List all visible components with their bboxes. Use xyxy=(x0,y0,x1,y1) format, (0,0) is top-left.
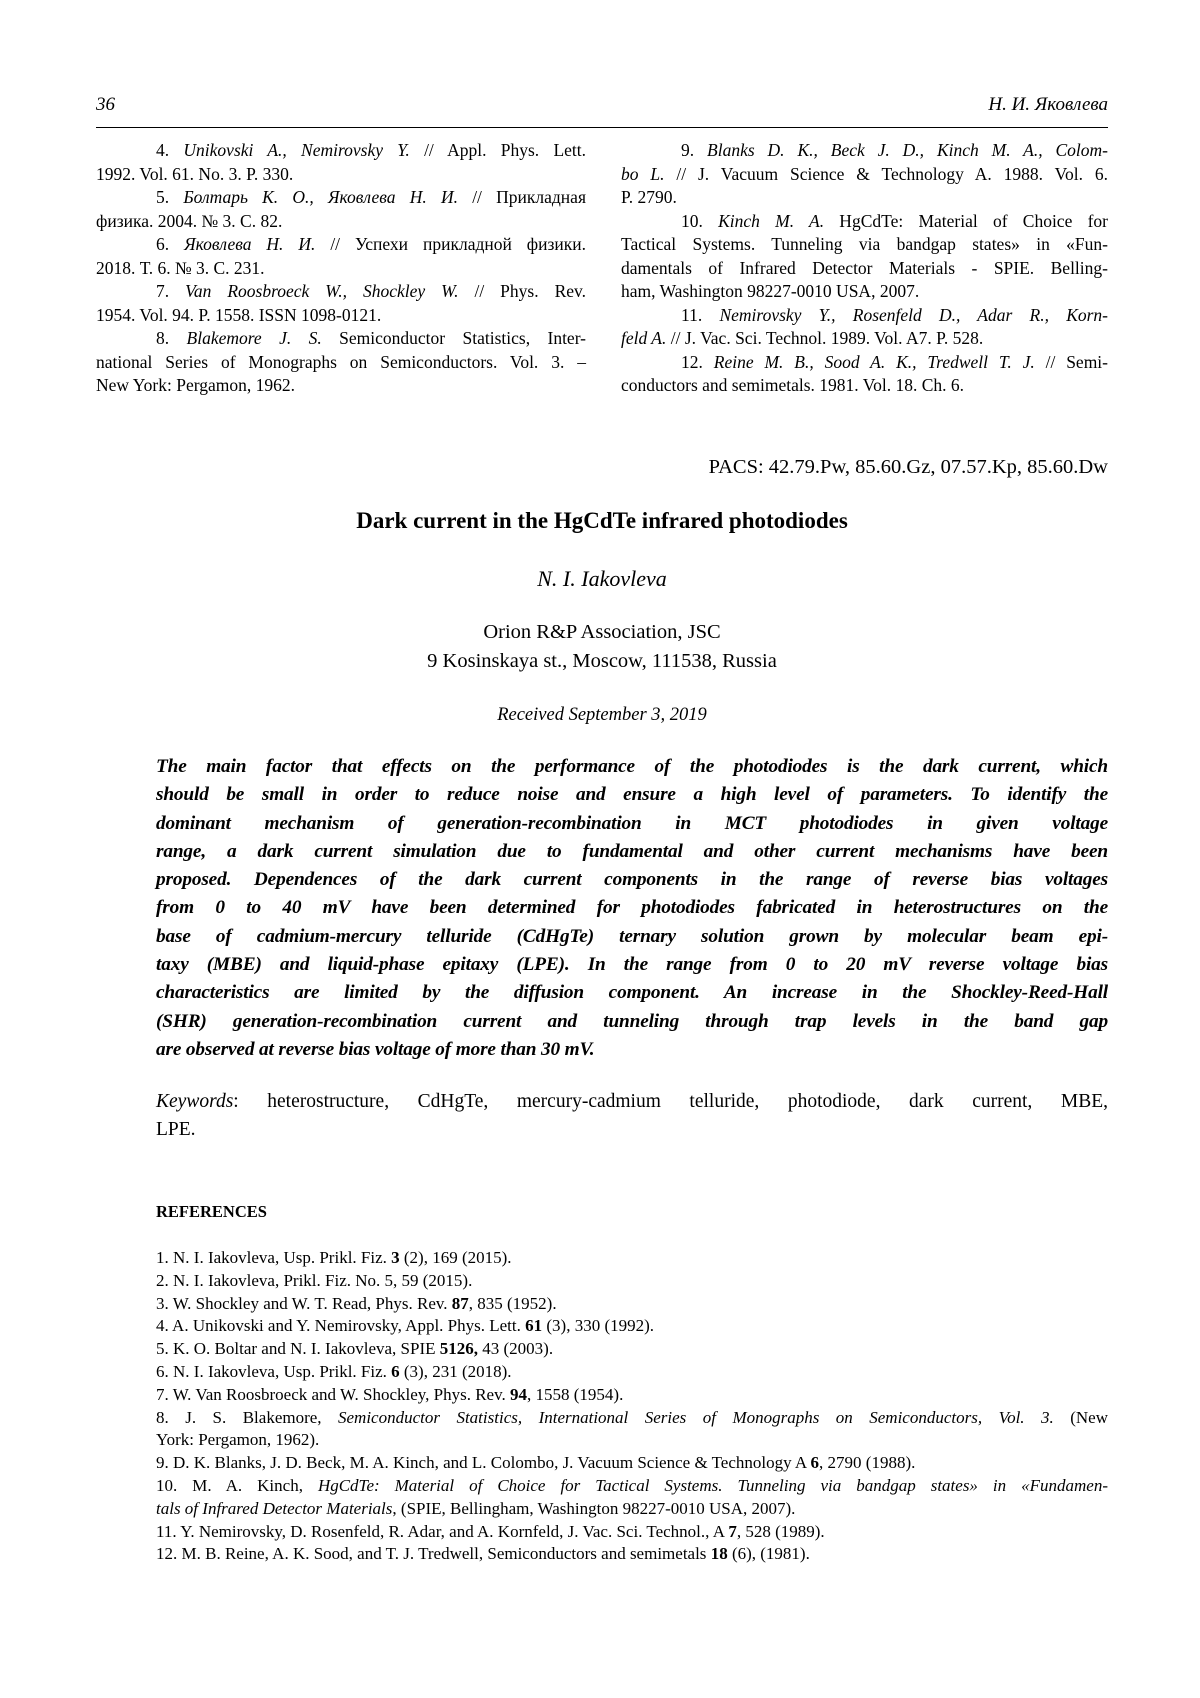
reference-text: 10. xyxy=(681,210,719,231)
reference-line xyxy=(156,1315,1108,1338)
reference-text: P. 2790. xyxy=(621,187,677,207)
previous-references-left-column xyxy=(96,139,586,398)
reference-line xyxy=(621,351,1108,375)
reference-line xyxy=(156,1543,1108,1566)
reference-text: , 528 (1989). xyxy=(736,1521,825,1541)
reference-item xyxy=(156,1270,1108,1293)
reference-text: 5. xyxy=(156,187,184,207)
reference-text: 1954. Vol. 94. P. 1558. ISSN 1098-0121. xyxy=(96,304,382,325)
reference-text: 9. D. K. Blanks, J. D. Beck, M. A. Kinch, and L. Colombo, J. Vacuum Science & Technology A xyxy=(156,1453,811,1473)
reference-authors-or-title: Яковлева Н. И. xyxy=(184,234,316,254)
reference-line xyxy=(621,304,1108,328)
abstract-line: taxy (MBE) and liquid-phase epitaxy (LPE). In the range from 0 to 20 mV reverse voltage bias xyxy=(156,954,1108,976)
reference-item xyxy=(156,1247,1108,1270)
abstract-line: should be small in order to reduce noise and ensure a high level of parameters. To identify the xyxy=(156,784,1108,806)
page-number: 36 xyxy=(96,94,115,115)
reference-volume: 6 xyxy=(810,1453,820,1473)
previous-references-right-column xyxy=(621,139,1108,398)
reference-line xyxy=(96,374,586,398)
reference-line xyxy=(621,139,1108,163)
keywords-label: Keywords xyxy=(156,1091,234,1112)
reference-line xyxy=(621,163,1108,187)
reference-authors-or-title: Van Roosbroeck W., Shockley W. xyxy=(185,281,459,301)
abstract-line: dominant mechanism of generation-recombination in MCT photodiodes in given voltage xyxy=(156,812,1108,834)
reference-item xyxy=(96,233,586,280)
keywords-text: : heterostructure, CdHgTe, mercury-cadmium telluride, photodiode, dark current, MBE, xyxy=(233,1091,1108,1112)
reference-text: 1992. Vol. 61. No. 3. P. 330. xyxy=(96,163,294,184)
reference-item xyxy=(156,1543,1108,1566)
reference-text: 8. xyxy=(156,328,187,348)
reference-item xyxy=(156,1315,1108,1338)
reference-line xyxy=(156,1361,1108,1384)
reference-line xyxy=(156,1407,1108,1430)
abstract-line: The main factor that effects on the performance of the photodiodes is the dark current, which xyxy=(156,756,1108,777)
references-list xyxy=(156,1247,1108,1566)
reference-text: HgCdTe: Material of Choice for xyxy=(824,210,1108,231)
running-header-author: Н. И. Яковлева xyxy=(988,94,1108,115)
reference-text: 12. M. B. Reine, A. K. Sood, and T. J. Tredwell, Semiconductors and semimetals xyxy=(156,1544,711,1564)
reference-text: 3. W. Shockley and W. T. Read, Phys. Rev. xyxy=(156,1293,452,1313)
abstract-line: from 0 to 40 mV have been determined for photodiodes fabricated in heterostructures on the xyxy=(156,897,1108,919)
reference-text: (3), 231 (2018). xyxy=(399,1361,512,1381)
reference-line xyxy=(156,1384,1108,1407)
abstract-line: range, a dark current simulation due to fundamental and other current mechanisms have been xyxy=(156,840,1108,862)
reference-line xyxy=(156,1429,1108,1452)
keywords-line xyxy=(156,1116,1108,1144)
reference-text: (6), (1981). xyxy=(727,1544,810,1564)
reference-item xyxy=(156,1293,1108,1316)
reference-line xyxy=(96,233,586,257)
reference-item xyxy=(156,1338,1108,1361)
reference-text: , 1558 (1954). xyxy=(527,1384,624,1404)
keywords xyxy=(156,1088,1108,1144)
reference-text: 2. N. I. Iakovleva, Prikl. Fiz. No. 5, 59 (2015). xyxy=(156,1270,473,1290)
reference-item xyxy=(156,1361,1108,1384)
reference-item xyxy=(156,1452,1108,1475)
reference-text: 5. K. O. Boltar and N. I. Iakovleva, SPIE xyxy=(156,1339,440,1359)
reference-item xyxy=(621,304,1108,351)
reference-text: conductors and semimetals. 1981. Vol. 18. Ch. 6. xyxy=(621,375,965,395)
reference-volume: 5126, xyxy=(439,1339,479,1359)
reference-item xyxy=(156,1384,1108,1407)
reference-volume: 7 xyxy=(728,1521,737,1541)
reference-item xyxy=(621,139,1108,210)
reference-authors-or-title: Nemirovsky Y., Rosenfeld D., Adar R., Korn- xyxy=(719,304,1109,325)
reference-item xyxy=(96,280,586,327)
reference-line xyxy=(96,327,586,351)
reference-text: , 835 (1952). xyxy=(468,1293,557,1313)
reference-item xyxy=(621,351,1108,398)
reference-authors-or-title: Blanks D. K., Beck J. D., Kinch M. A., Colom- xyxy=(707,140,1108,160)
abstract-line: are observed at reverse bias voltage of more than 30 mV. xyxy=(156,1038,595,1060)
references-heading: REFERENCES xyxy=(156,1202,267,1221)
affiliation-organization: Orion R&P Association, JSC xyxy=(483,621,721,643)
reference-line xyxy=(621,374,1108,398)
reference-line xyxy=(621,280,1108,304)
reference-text: 11. Y. Nemirovsky, D. Rosenfeld, R. Adar, and A. Kornfeld, J. Vac. Sci. Technol., A xyxy=(156,1521,729,1541)
reference-text: 43 (2003). xyxy=(478,1339,554,1359)
reference-authors-or-title: tals of Infrared Detector Materials xyxy=(156,1498,393,1518)
reference-volume: 94 xyxy=(510,1384,528,1404)
reference-text: Semiconductor Statistics, Inter- xyxy=(321,328,587,348)
reference-item xyxy=(156,1521,1108,1544)
reference-line xyxy=(96,351,586,375)
reference-text: // J. Vac. Sci. Technol. 1989. Vol. A7. P. 528. xyxy=(666,328,984,348)
reference-line xyxy=(156,1475,1108,1498)
reference-text: 9. xyxy=(681,140,708,160)
reference-text: 10. M. A. Kinch, xyxy=(156,1475,318,1495)
reference-line xyxy=(156,1293,1108,1316)
header-rule xyxy=(96,127,1108,128)
reference-text: (New xyxy=(1053,1407,1108,1427)
reference-text: , 2790 (1988). xyxy=(819,1453,916,1473)
reference-text: 6. xyxy=(156,234,185,254)
reference-authors-or-title: feld A. xyxy=(621,328,667,348)
reference-text: 7. W. Van Roosbroeck and W. Shockley, Phys. Rev. xyxy=(156,1384,511,1404)
reference-text: физика. 2004. № 3. С. 82. xyxy=(96,210,283,231)
reference-line xyxy=(96,163,586,187)
reference-authors-or-title: Semiconductor Statistics, International Series of Monographs on Semiconductors, Vol. 3. xyxy=(338,1407,1054,1427)
reference-text: (2), 169 (2015). xyxy=(399,1248,512,1267)
reference-text: damentals of Infrared Detector Materials - SPIE. Belling- xyxy=(621,257,1108,278)
reference-line xyxy=(156,1270,1108,1293)
reference-item xyxy=(96,327,586,398)
article-author: N. I. Iakovleva xyxy=(537,566,667,591)
reference-text: // J. Vacuum Science & Technology A. 1988. Vol. 6. xyxy=(664,163,1108,184)
reference-text: // Успехи прикладной физики. xyxy=(315,234,587,254)
reference-line xyxy=(156,1498,1108,1521)
reference-line xyxy=(621,257,1108,281)
reference-text: // Appl. Phys. Lett. xyxy=(409,140,587,160)
reference-volume: 61 xyxy=(525,1316,543,1336)
reference-line xyxy=(156,1247,1108,1270)
reference-text: // Semi- xyxy=(1034,351,1108,372)
reference-item xyxy=(621,210,1108,304)
reference-text: 6. N. I. Iakovleva, Usp. Prikl. Fiz. xyxy=(156,1361,392,1381)
reference-line xyxy=(156,1452,1108,1475)
reference-volume: 87 xyxy=(451,1293,469,1313)
reference-item xyxy=(96,139,586,186)
reference-line xyxy=(621,210,1108,234)
keywords-text: LPE. xyxy=(156,1119,196,1140)
reference-line xyxy=(96,304,586,328)
reference-text: 4. A. Unikovski and Y. Nemirovsky, Appl. Phys. Lett. xyxy=(156,1316,526,1336)
reference-line xyxy=(621,327,1108,351)
abstract-line: characteristics are limited by the diffusion component. An increase in the Shockley-Reed-Hall xyxy=(156,982,1108,1004)
reference-text: 2018. Т. 6. № 3. С. 231. xyxy=(96,257,265,278)
reference-line xyxy=(156,1338,1108,1361)
affiliation xyxy=(96,618,1108,676)
abstract-line: (SHR) generation-recombination current and tunneling through trap levels in the band gap xyxy=(156,1010,1108,1032)
reference-text: ham, Washington 98227-0010 USA, 2007. xyxy=(621,281,920,301)
reference-text: New York: Pergamon, 1962. xyxy=(96,375,295,395)
reference-text: // Phys. Rev. xyxy=(458,281,587,301)
reference-line xyxy=(621,186,1108,210)
reference-authors-or-title: Reine M. B., Sood A. K., Tredwell T. J. xyxy=(713,351,1035,372)
reference-text: 12. xyxy=(681,351,714,372)
reference-text: national Series of Monographs on Semiconductors. Vol. 3. – xyxy=(96,351,586,372)
keywords-line xyxy=(156,1088,1108,1116)
reference-item xyxy=(156,1475,1108,1521)
reference-text: // Прикладная xyxy=(457,187,586,207)
abstract-line: base of cadmium-mercury telluride (CdHgTe) ternary solution grown by molecular beam epi- xyxy=(156,925,1108,947)
reference-item xyxy=(156,1407,1108,1453)
reference-authors-or-title: Kinch M. A. xyxy=(718,210,825,231)
reference-authors-or-title: Болтарь К. О., Яковлева Н. И. xyxy=(183,187,458,207)
reference-text: Tactical Systems. Tunneling via bandgap states» in «Fun- xyxy=(621,234,1108,254)
reference-text: 4. xyxy=(156,140,184,160)
reference-line xyxy=(96,139,586,163)
reference-line xyxy=(156,1521,1108,1544)
reference-line xyxy=(96,186,586,210)
reference-text: 1. N. I. Iakovleva, Usp. Prikl. Fiz. xyxy=(156,1248,392,1267)
reference-text: 8. J. S. Blakemore, xyxy=(156,1407,339,1427)
pacs-codes: PACS: 42.79.Pw, 85.60.Gz, 07.57.Kp, 85.60.Dw xyxy=(708,456,1108,478)
abstract-line: proposed. Dependences of the dark current components in the range of reverse bias voltages xyxy=(156,869,1108,891)
reference-line xyxy=(621,233,1108,257)
reference-text: (3), 330 (1992). xyxy=(542,1316,655,1336)
reference-volume: 18 xyxy=(710,1544,728,1564)
reference-authors-or-title: Blakemore J. S. xyxy=(186,328,322,348)
received-date: Received September 3, 2019 xyxy=(497,705,707,725)
article-title: Dark current in the HgCdTe infrared photodiodes xyxy=(356,508,848,533)
reference-authors-or-title: HgCdTe: Material of Choice for Tactical Systems. Tunneling via bandgap states» in «Fundamen- xyxy=(317,1475,1108,1495)
reference-authors-or-title: bo L. xyxy=(621,163,665,184)
reference-text: 7. xyxy=(156,281,186,301)
reference-line xyxy=(96,257,586,281)
affiliation-address: 9 Kosinskaya st., Moscow, 111538, Russia xyxy=(427,650,777,672)
reference-line xyxy=(96,210,586,234)
reference-volume: 3 xyxy=(391,1248,400,1267)
reference-item xyxy=(96,186,586,233)
reference-authors-or-title: Unikovski A., Nemirovsky Y. xyxy=(183,140,410,160)
reference-text: 11. xyxy=(681,304,720,325)
reference-volume: 6 xyxy=(391,1361,400,1381)
reference-text: , (SPIE, Bellingham, Washington 98227-0010 USA, 2007). xyxy=(392,1498,796,1518)
reference-text: York: Pergamon, 1962). xyxy=(156,1430,320,1450)
reference-line xyxy=(96,280,586,304)
abstract xyxy=(156,753,1108,1064)
